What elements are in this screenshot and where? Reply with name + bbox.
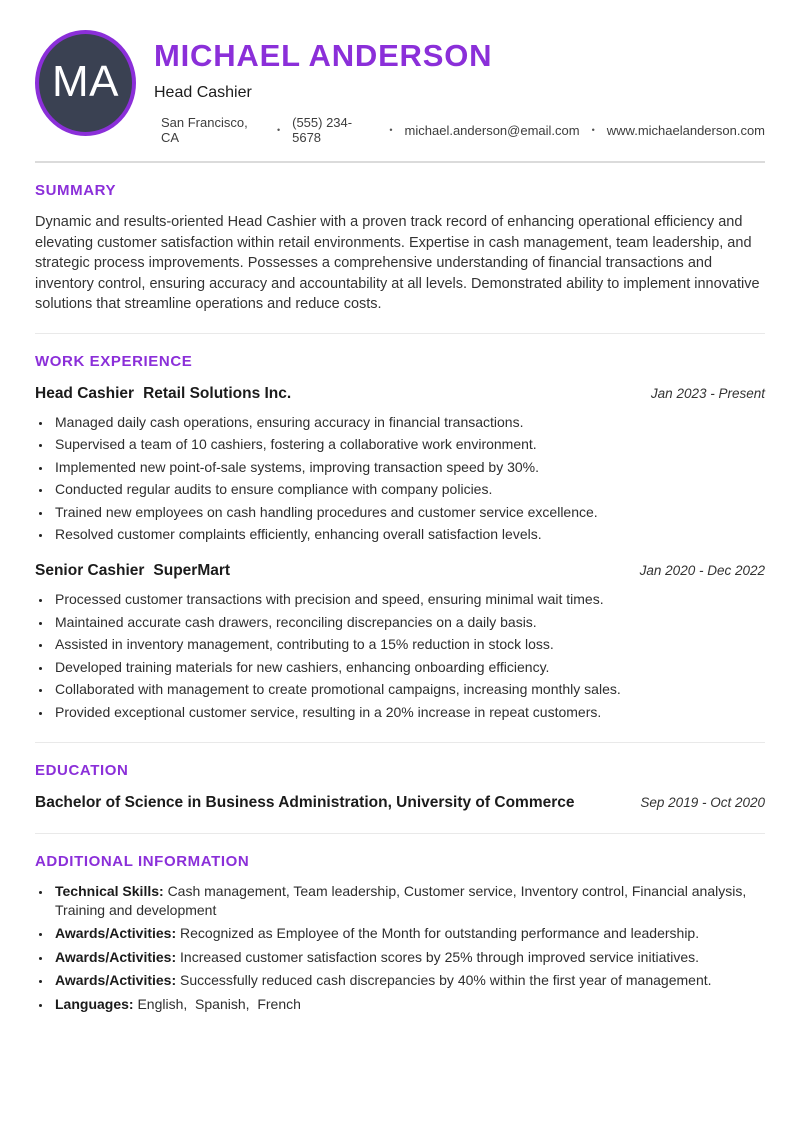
section-education: [35, 762, 765, 812]
avatar-initials: MA: [52, 57, 119, 106]
section-divider: [35, 833, 765, 834]
contact-separator: •: [276, 125, 281, 136]
section-additional-information: [35, 853, 765, 1014]
job-bullet: • Trained new employees on cash handling procedures and customer service excellence.: [52, 503, 765, 522]
resume-header: [35, 30, 765, 145]
job-bullet: • Maintained accurate cash drawers, reconciling discrepancies on a daily basis.: [52, 613, 765, 632]
education-header: [35, 794, 765, 812]
contact-separator: •: [389, 125, 393, 136]
additional-item-text: Cash management, Team leadership, Customer service, Inventory control, Financial analysis, Training and development: [55, 882, 750, 918]
candidate-job-title: Head Cashier: [154, 84, 252, 102]
job-title-line: [35, 385, 291, 403]
contact-email: michael.anderson@email.com: [404, 122, 580, 138]
contact-phone: (555) 234-5678: [292, 115, 353, 146]
contact-row: [154, 115, 765, 145]
job-bullet: • Assisted in inventory management, contributing to a 15% reduction in stock loss.: [52, 635, 765, 654]
additional-item: [52, 924, 765, 943]
education-entry: [35, 794, 765, 812]
job-bullet: • Provided exceptional customer service, resulting in a 20% increase in repeat customers.: [52, 703, 765, 722]
summary-heading: SUMMARY: [35, 182, 117, 200]
additional-heading: ADDITIONAL INFORMATION: [35, 852, 250, 870]
job-header: [35, 562, 765, 580]
education-heading: EDUCATION: [35, 761, 129, 779]
additional-item-label: Awards/Activities:: [55, 972, 177, 989]
job-bullet: • Collaborated with management to create promotional campaigns, increasing monthly sales.: [52, 680, 765, 699]
avatar: [35, 30, 136, 136]
contact-location: San Francisco, CA: [161, 115, 248, 146]
additional-item-label: Technical Skills:: [55, 882, 164, 899]
work-heading: WORK EXPERIENCE: [35, 352, 193, 370]
additional-item-text: Increased customer satisfaction scores by 25% through improved service initiatives.: [180, 948, 700, 965]
additional-item-label: Awards/Activities:: [55, 925, 177, 942]
job-bullet: • Supervised a team of 10 cashiers, fostering a collaborative work environment.: [52, 435, 765, 454]
summary-text: Dynamic and results-oriented Head Cashier with a proven track record of enhancing operational efficiency and elevating customer satisfaction within retail environments. Expertise in cash management, team leadership, and strategic process improvements. Possesses a comprehensive understanding of financial transactions and inventory control, ensuring accuracy and accountability at all levels. Demonstrated ability to implement innovative solutions that streamline operations and reduce costs.: [35, 214, 760, 313]
additional-list: [35, 882, 765, 1014]
additional-item-text: English, Spanish, French: [137, 995, 301, 1012]
job-dates: Jan 2023 - Present: [650, 385, 765, 401]
job-entry: [35, 562, 765, 722]
job-title-line: [35, 562, 230, 580]
job-bullet-list: [35, 590, 765, 722]
job-bullet: • Conducted regular audits to ensure compliance with company policies.: [52, 480, 765, 499]
job-bullet: • Implemented new point-of-sale systems, improving transaction speed by 30%.: [52, 458, 765, 477]
section-divider: [35, 742, 765, 743]
job-bullet-list: [35, 413, 765, 545]
education-dates: Sep 2019 - Oct 2020: [640, 794, 765, 810]
job-bullet: • Developed training materials for new cashiers, enhancing onboarding efficiency.: [52, 658, 765, 677]
job-bullet: • Resolved customer complaints efficiently, enhancing overall satisfaction levels.: [52, 525, 765, 544]
section-work-experience: [35, 353, 765, 722]
job-company: Retail Solutions Inc.: [143, 384, 292, 402]
education-degree: Bachelor of Science in Business Administration, University of Commerce: [35, 793, 575, 811]
header-info: [154, 30, 765, 145]
job-title-text: Head Cashier: [35, 384, 135, 402]
additional-item: [52, 882, 765, 920]
job-bullet: • Managed daily cash operations, ensuring accuracy in financial transactions.: [52, 413, 765, 432]
job-bullet: • Processed customer transactions with precision and speed, ensuring minimal wait times.: [52, 590, 765, 609]
job-header: [35, 385, 765, 403]
job-title-text: Senior Cashier: [35, 562, 145, 580]
section-divider: [35, 333, 765, 334]
additional-item-text: Recognized as Employee of the Month for outstanding performance and leadership.: [180, 925, 700, 942]
header-divider: [35, 161, 765, 163]
contact-separator: •: [591, 125, 595, 136]
additional-item-text: Successfully reduced cash discrepancies by 40% within the first year of management.: [180, 972, 712, 989]
additional-item-label: Languages:: [55, 995, 134, 1012]
job-entry: [35, 385, 765, 545]
candidate-name: MICHAEL ANDERSON: [154, 38, 493, 73]
additional-item: [52, 971, 765, 990]
job-dates: Jan 2020 - Dec 2022: [639, 563, 765, 579]
additional-item: [52, 995, 765, 1014]
section-summary: [35, 182, 765, 315]
job-company: SuperMart: [153, 562, 231, 580]
additional-item-label: Awards/Activities:: [55, 948, 177, 965]
additional-item: [52, 948, 765, 967]
contact-website: www.michaelanderson.com: [606, 122, 765, 138]
